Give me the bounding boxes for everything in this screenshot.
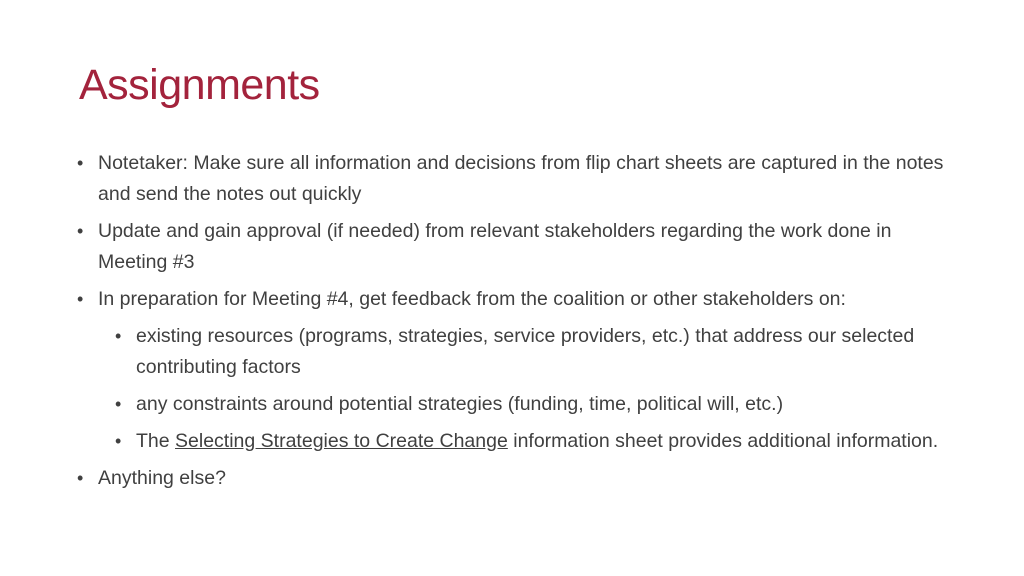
bullet-icon: •	[115, 326, 122, 346]
bullet-text: Notetaker: Make sure all information and decisions from flip chart sheets are captured in the notes and send the notes out quickly	[98, 152, 944, 205]
bullet-icon: •	[77, 153, 84, 173]
bullet-icon: •	[77, 289, 84, 309]
bullet-icon: •	[115, 431, 122, 451]
bullet-text: In preparation for Meeting #4, get feedback from the coalition or other stakeholders on:	[98, 288, 846, 310]
bullet-text-suffix: information sheet provides additional information.	[507, 430, 939, 452]
bullet-text: Update and gain approval (if needed) from relevant stakeholders regarding the work done in Meeting #3	[98, 220, 892, 273]
bullet-item-notetaker	[77, 148, 957, 210]
sub-bullet-info-sheet	[77, 426, 957, 457]
bullet-item-update-approval	[77, 216, 957, 278]
selecting-strategies-link[interactable]: Selecting Strategies to Create Change	[175, 430, 508, 452]
bullet-text-prefix: The	[136, 430, 176, 452]
sub-bullet-existing-resources	[77, 321, 957, 383]
sub-bullet-constraints	[77, 389, 957, 420]
bullet-text: Anything else?	[98, 467, 226, 489]
bullet-list	[77, 148, 957, 494]
bullet-icon: •	[115, 394, 122, 414]
bullet-icon: •	[77, 468, 84, 488]
bullet-item-anything-else	[77, 463, 957, 494]
bullet-text: existing resources (programs, strategies, service providers, etc.) that address our selected contributing factors	[136, 325, 915, 378]
slide-title: Assignments	[79, 61, 320, 109]
bullet-item-meeting-4-prep	[77, 284, 957, 315]
bullet-text: any constraints around potential strategies (funding, time, political will, etc.)	[136, 393, 784, 415]
bullet-icon: •	[77, 221, 84, 241]
slide-content	[77, 148, 957, 500]
